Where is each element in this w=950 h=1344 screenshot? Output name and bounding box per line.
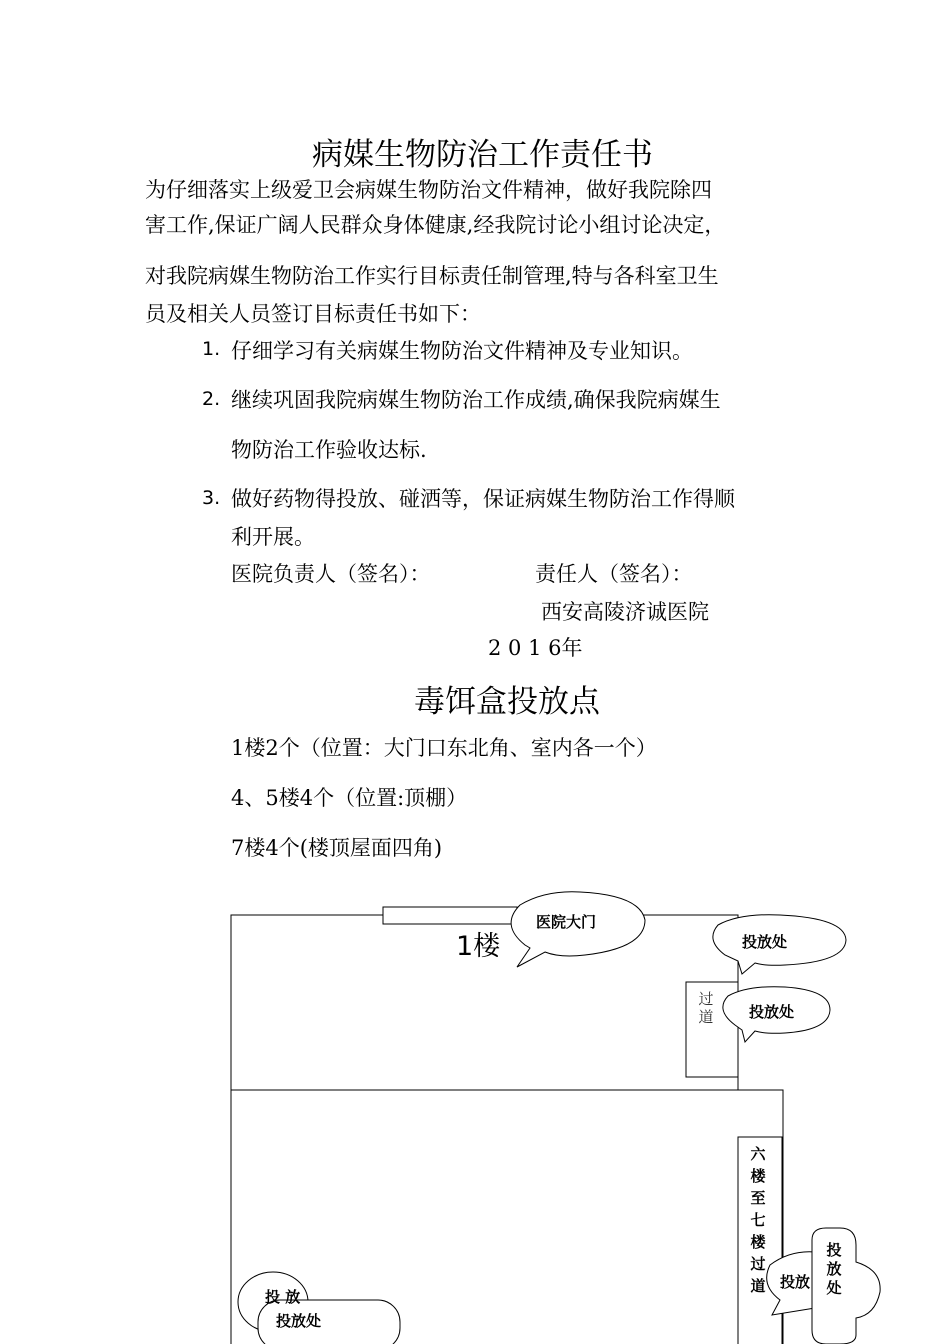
item-1-line-1: 仔细学习有关病媒生物防治文件精神及专业知识。 xyxy=(231,339,693,363)
entrance-bar xyxy=(383,907,517,924)
bait-heading: 毒饵盒投放点 xyxy=(414,684,600,720)
drop-callout-2-label: 投放处 xyxy=(749,1003,795,1021)
intro-line-3: 对我院病媒生物防治工作实行目标责任制管理,特与各科室卫生 xyxy=(145,264,719,288)
drop-callout-1-label: 投放处 xyxy=(742,933,788,951)
item-3-line-1: 做好药物得投放、碰洒等，保证病媒生物防治工作得顺 xyxy=(231,487,735,511)
drop-callout-6-bubble xyxy=(812,1228,880,1344)
intro-line-2: 害工作,保证广阔人民群众身体健康,经我院讨论小组讨论决定， xyxy=(145,213,726,237)
drop-callout-6-label: 投放处 xyxy=(826,1241,842,1297)
bait-line-2: 4、5楼4个（位置:顶棚） xyxy=(231,786,468,810)
intro-line-4: 员及相关人员签订目标责任书如下： xyxy=(145,302,481,326)
bait-line-1: 1楼2个（位置：大门口东北角、室内各一个） xyxy=(231,736,657,760)
item-2-line-1: 继续巩固我院病媒生物防治工作成绩,确保我院病媒生 xyxy=(231,388,721,412)
drop-callout-4-label: 投放处 xyxy=(276,1312,322,1330)
organization-name: 西安高陵济诚医院 xyxy=(541,600,709,624)
item-3-number: 3. xyxy=(202,487,221,509)
item-3-line-2: 利开展。 xyxy=(231,525,315,549)
document-title: 病媒生物防治工作责任书 xyxy=(312,137,653,173)
drop-callout-5-label: 投放 xyxy=(780,1273,811,1291)
corridor-67-label: 六楼至七楼过道 xyxy=(750,1145,766,1295)
bait-line-3: 7楼4个(楼顶屋面四角) xyxy=(231,836,443,860)
document-year: 2 0 1 6年 xyxy=(488,636,583,660)
corridor-label: 过道 xyxy=(698,990,714,1026)
drop-callout-3-label: 投 放 xyxy=(265,1288,301,1306)
signature-hospital-head: 医院负责人（签名）： xyxy=(231,562,431,586)
gate-callout-label: 医院大门 xyxy=(536,913,597,931)
intro-line-1: 为仔细落实上级爱卫会病媒生物防治文件精神，做好我院除四 xyxy=(145,178,712,202)
floor-1-label: 1楼 xyxy=(456,931,501,962)
item-2-number: 2. xyxy=(202,388,221,410)
item-1-number: 1. xyxy=(202,338,221,360)
item-2-line-2: 物防治工作验收达标. xyxy=(231,438,427,462)
signature-responsible-person: 责任人（签名）： xyxy=(535,562,693,586)
